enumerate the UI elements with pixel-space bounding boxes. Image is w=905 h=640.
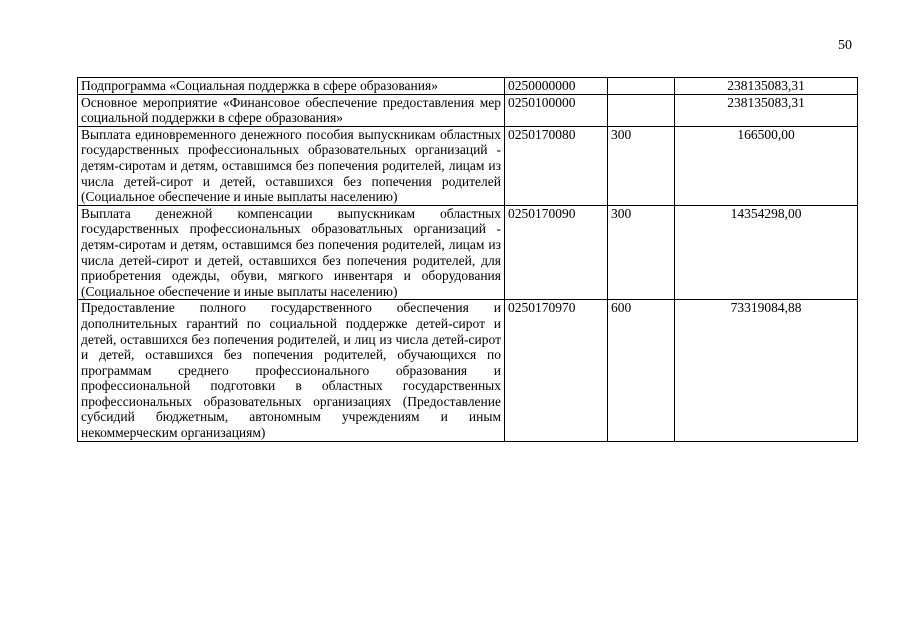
row-name: Выплата денежной компенсации выпускникам областных государственных профессиональных образоватльных организаций - детям-сиротам и детям, оставшимся без попечения родителей, лицам из числа детей-сирот и детей, оставшихся без попечения родителей, для приобретения одежды, обуви, мягкого инвентаря и оборудования (Социальное обеспечение и иные выплаты населению) <box>78 205 505 300</box>
row-sum: 238135083,31 <box>675 94 858 126</box>
row-sum: 238135083,31 <box>675 78 858 95</box>
row-code: 0250170970 <box>505 300 608 441</box>
row-name: Основное мероприятие «Финансовое обеспечение предоставления мер социальной поддержки в сфере образования» <box>78 94 505 126</box>
row-expense-type: 300 <box>608 126 675 205</box>
row-expense-type: 300 <box>608 205 675 300</box>
row-code: 0250170090 <box>505 205 608 300</box>
table-row <box>78 94 858 126</box>
row-name: Выплата единовременного денежного пособия выпускникам областных государственных профессиональных образовательных организаций - детям-сиротам и детям, оставшимся без попечения родителей, лицам из числа детей-сирот и детей, оставшихся без попечения родителей (Социальное обеспечение и иные выплаты населению) <box>78 126 505 205</box>
row-expense-type: 600 <box>608 300 675 441</box>
budget-table <box>77 77 858 442</box>
table-row <box>78 78 858 95</box>
row-sum: 14354298,00 <box>675 205 858 300</box>
row-sum: 166500,00 <box>675 126 858 205</box>
row-name: Предоставление полного государственного обеспечения и дополнительных гарантий по социальной поддержке детей-сирот и детей, оставшихся без попечения родителей, и лиц из числа детей-сирот и детей, оставшихся без попечения родителей, обучающихся по программам среднего профессионального образования и профессиональной подготовки в областных государственных профессиональных образовательных организациях (Предоставление субсидий бюджетным, автономным учреждениям и иным некоммерческим организациям) <box>78 300 505 441</box>
table-row <box>78 300 858 441</box>
table-row <box>78 126 858 205</box>
row-expense-type <box>608 78 675 95</box>
page-number: 50 <box>838 38 852 53</box>
row-name: Подпрограмма «Социальная поддержка в сфере образования» <box>78 78 505 95</box>
row-code: 0250170080 <box>505 126 608 205</box>
row-code: 0250000000 <box>505 78 608 95</box>
row-code: 0250100000 <box>505 94 608 126</box>
row-expense-type <box>608 94 675 126</box>
table-row <box>78 205 858 300</box>
row-sum: 73319084,88 <box>675 300 858 441</box>
